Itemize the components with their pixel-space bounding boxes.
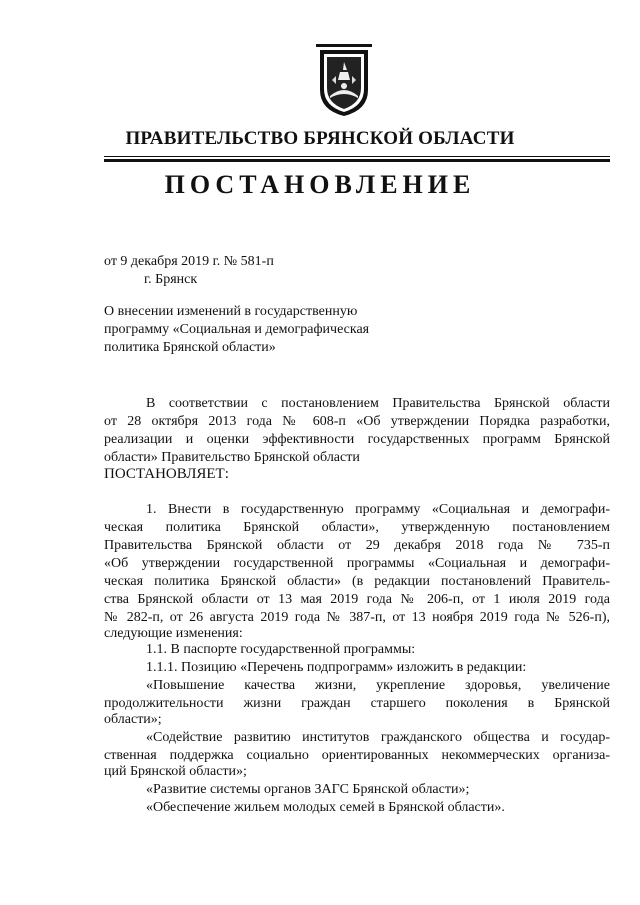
preamble-line: В соответствии с постановлением Правительства Брянской области [146,396,610,411]
issuing-authority: ПРАВИТЕЛЬСТВО БРЯНСКОЙ ОБЛАСТИ [125,128,515,149]
bryansk-coat-of-arms-icon [310,40,378,118]
body-line: Правительства Брянской области от 29 декабря 2018 года № 735-п [104,538,610,553]
body-line: «Развитие системы органов ЗАГС Брянской области»; [146,782,470,797]
body-line: ства Брянской области от 13 мая 2019 года № 206-п, от 1 июля 2019 года [104,592,610,607]
body-line: 1.1.1. Позицию «Перечень подпрограмм» изложить в редакции: [146,660,527,675]
document-date-number: от 9 декабря 2019 г. № 581-п [104,254,274,269]
body-line: области»; [104,712,162,727]
preamble-line: области» Правительство Брянской области [104,450,360,465]
header-rule-thin [104,156,610,157]
document-city: г. Брянск [144,272,198,287]
body-line: «Обеспечение жильем молодых семей в Брянской области». [146,800,505,815]
preamble-line: реализации и оценки эффективности государственных программ Брянской [104,432,610,447]
decree-word: ПОСТАНОВЛЯЕТ: [104,466,229,482]
subject-line: политика Брянской области» [104,340,276,355]
subject-line: О внесении изменений в государственную [104,304,358,319]
body-line: «Повышение качества жизни, укрепление здоровья, увеличение [146,678,610,693]
body-line: ческая политика Брянской области» (в редакции постановлений Правитель- [104,574,610,589]
body-line: 1.1. В паспорте государственной программы: [146,642,416,657]
subject-line: программу «Социальная и демографическая [104,322,370,337]
header-rule-thick [104,159,610,162]
body-line: ственная поддержка социально ориентированных некоммерческих организа- [104,748,610,763]
body-line: «Содействие развитию институтов гражданского общества и государ- [146,730,610,745]
preamble-line: от 28 октября 2013 года № 608-п «Об утверждении Порядка разработки, [104,414,610,429]
body-line: № 282-п, от 26 августа 2019 года № 387-п, от 13 ноября 2019 года № 526-п), [104,610,610,625]
body-line: ческая политика Брянской области», утвержденную постановлением [104,520,610,535]
body-line: ций Брянской области»; [104,764,247,779]
body-line: «Об утверждении государственной программы «Социальная и демографи- [104,556,610,571]
document-type: ПОСТАНОВЛЕНИЕ [164,170,476,199]
body-line: 1. Внести в государственную программу «Социальная и демографи- [146,502,610,517]
body-line: продолжительности жизни граждан старшего поколения в Брянской [104,696,610,711]
body-line: следующие изменения: [104,626,243,641]
